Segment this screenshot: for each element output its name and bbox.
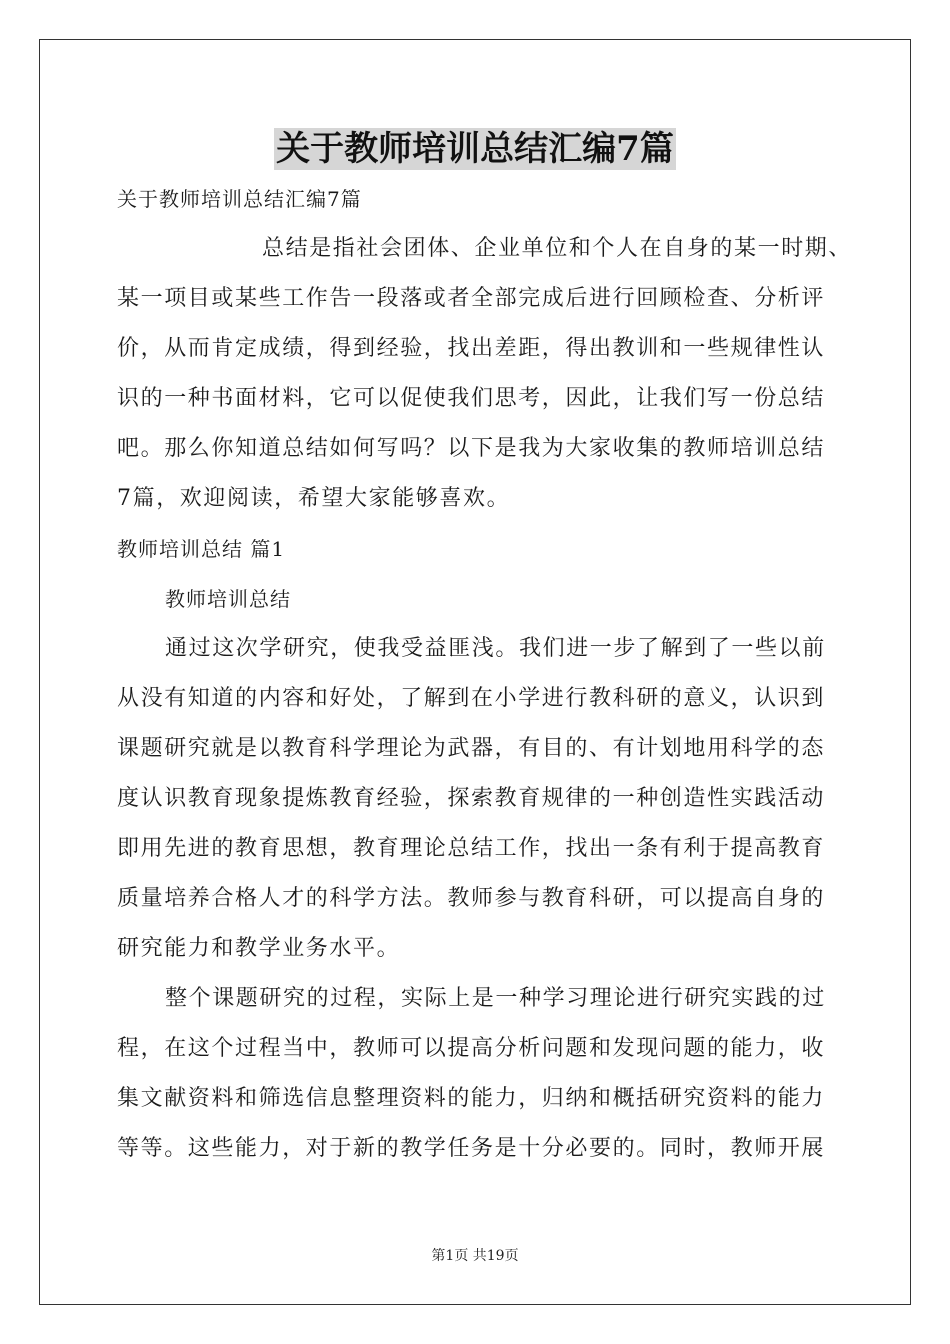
page-footer: 第1页 共19页 xyxy=(431,1248,519,1264)
paragraph-line: 整个课题研究的过程，实际上是一种学习理论进行研究实践的过 xyxy=(165,986,826,1011)
paragraph-line: 从没有知道的内容和好处，了解到在小学进行教科研的意义，认识到 xyxy=(117,686,826,711)
paragraph-line: 课题研究就是以教育科学理论为武器，有目的、有计划地用科学的态 xyxy=(117,736,826,761)
paragraph-line: 即用先进的教育思想，教育理论总结工作，找出一条有利于提高教育 xyxy=(117,836,826,861)
paragraph-line: 等等。这些能力，对于新的教学任务是十分必要的。同时，教师开展 xyxy=(117,1136,826,1161)
paragraph-line: 集文献资料和筛选信息整理资料的能力，归纳和概括研究资料的能力 xyxy=(117,1086,826,1111)
paragraph-line: 程，在这个过程当中，教师可以提高分析问题和发现问题的能力，收 xyxy=(117,1036,826,1061)
paragraph-line: 研究能力和教学业务水平。 xyxy=(117,936,401,961)
intro-line: 价，从而肯定成绩，得到经验，找出差距，得出教训和一些规律性认 xyxy=(117,336,826,361)
document-title: 关于教师培训总结汇编7篇 xyxy=(276,129,674,169)
section-subtitle: 教师培训总结 xyxy=(165,587,291,611)
page-border xyxy=(39,39,911,1305)
title-container xyxy=(0,128,950,170)
intro-line: 总结是指社会团体、企业单位和个人在自身的某一时期、 xyxy=(262,236,853,261)
intro-line: 识的一种书面材料，它可以促使我们思考，因此，让我们写一份总结 xyxy=(117,386,826,411)
paragraph-line: 质量培养合格人才的科学方法。教师参与教育科研，可以提高自身的 xyxy=(117,886,826,911)
document-subtitle: 关于教师培训总结汇编7篇 xyxy=(117,187,362,211)
intro-line: 某一项目或某些工作告一段落或者全部完成后进行回顾检查、分析评 xyxy=(117,286,826,311)
paragraph-line: 度认识教育现象提炼教育经验，探索教育规律的一种创造性实践活动 xyxy=(117,786,826,811)
section-heading: 教师培训总结 篇1 xyxy=(117,537,286,561)
paragraph-line: 通过这次学研究，使我受益匪浅。我们进一步了解到了一些以前 xyxy=(165,636,826,661)
intro-line: 吧。那么你知道总结如何写吗？以下是我为大家收集的教师培训总结 xyxy=(117,436,826,461)
intro-line: 7篇，欢迎阅读，希望大家能够喜欢。 xyxy=(117,486,511,511)
